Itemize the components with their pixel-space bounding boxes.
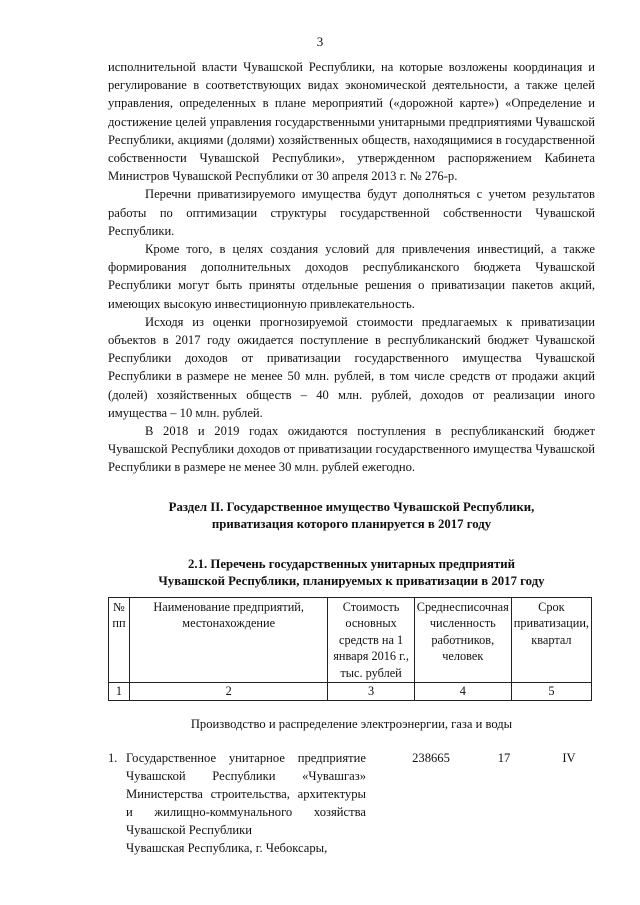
column-number: 2 [129, 683, 328, 701]
row-term: IV [562, 750, 576, 765]
subsection-title-line: Чувашской Республики, планируемых к приватизации в 2017 году [158, 574, 545, 589]
header-term: Срок приватизации, квартал [511, 597, 591, 683]
header-index: № пп [109, 597, 130, 683]
row-cost: 238665 [412, 750, 450, 765]
category-heading: Производство и распределение электроэнергии, газа и воды [190, 716, 513, 731]
column-number: 3 [328, 683, 414, 701]
enterprises-table [108, 597, 592, 701]
paragraph: Кроме того, в целях создания условий для привлечения инвестиций, а также формирования дополнительных доходов республиканского бюджета Чувашской Республики могут быть приняты отдельные решения о приватизации пакетов акций, имеющих высокую инвестиционную привлекательность. [108, 242, 595, 311]
section-title-line: Раздел II. Государственное имущество Чувашской Республики, [168, 499, 535, 514]
header-name: Наименование предприятий, местонахождение [129, 597, 328, 683]
subsection-title [108, 556, 595, 591]
enterprise-location: Чувашская Республика, г. Чебоксары, [126, 840, 328, 855]
paragraph: Исходя из оценки прогнозируемой стоимости предлагаемых к приватизации объектов в 2017 году ожидается поступление в республиканский бюджет Чувашской Республики доходов от приватизации государственного имущества Чувашской Республики в размере не менее 50 млн. рублей, в том числе средств от продажи акций (долей) хозяйственных обществ – 40 млн. рублей, доходов от реализации иного имущества – 10 млн. рублей. [108, 314, 595, 420]
paragraph: исполнительной власти Чувашской Республики, на которые возложены координация и регулирование в соответствующих видах экономической деятельности, а также целей управления, определенных в плане мероприятий («дорожной карте») «Определение и достижение целей управления государственными унитарными предприятиями Чувашской Республики, акциями (долями) хозяйственных обществ, находящимися в государственной собственности Чувашской Республики», утвержденном распоряжением Кабинета Министров Чувашской Республики от 30 апреля 2013 г. № 276-р. [108, 60, 595, 184]
paragraph: Перечни приватизируемого имущества будут дополняться с учетом результатов работы по оптимизации структуры государственной собственности Чувашской Республики. [108, 187, 595, 238]
document-body [108, 58, 595, 879]
row-name [126, 749, 366, 857]
section-title-line: приватизация которого планируется в 2017 году [211, 517, 492, 532]
table-header-row [109, 597, 592, 683]
header-staff: Среднесписочная численность работников, человек [414, 597, 511, 683]
column-number: 5 [511, 683, 591, 701]
subsection-title-line: 2.1. Перечень государственных унитарных предприятий [188, 556, 515, 571]
row-index: 1. [108, 750, 118, 765]
row-staff: 17 [497, 750, 511, 765]
column-number: 1 [109, 683, 130, 701]
enterprise-name: Государственное унитарное предприятие Чувашской Республики «Чувашгаз» Министерства строительства, архитектуры и жилищно-коммунального хозяйства Чувашской Республики [126, 750, 366, 837]
paragraph: В 2018 и 2019 годах ожидаются поступления в республиканский бюджет Чувашской Республики доходов от приватизации государственного имущества Чувашской Республики в размере не менее 30 млн. рублей ежегодно. [108, 424, 595, 475]
column-number: 4 [414, 683, 511, 701]
page-number: 3 [316, 34, 324, 49]
section-title [108, 499, 595, 534]
table-row [108, 749, 595, 879]
column-numbers-row [109, 683, 592, 701]
header-cost: Стоимость основных средств на 1 января 2016 г., тыс. рублей [328, 597, 414, 683]
